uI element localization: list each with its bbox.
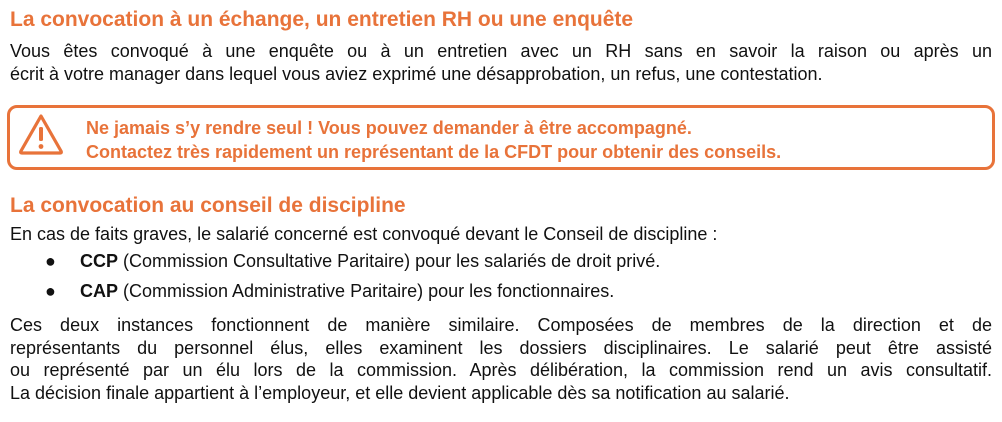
warning-line: Contactez très rapidement un représentant de la CFDT pour obtenir des conseils. xyxy=(86,142,782,162)
bullet-icon: ● xyxy=(45,251,56,271)
paragraph-line: Vous êtes convoqué à une enquête ou à un entretien avec un RH sans en savoir la raison ou après un xyxy=(10,41,992,61)
section-paragraph-conseil-discipline xyxy=(10,314,992,404)
list-item-description: (Commission Administrative Paritaire) pour les fonctionnaires. xyxy=(118,281,615,301)
paragraph-line: Ces deux instances fonctionnent de manière similaire. Composées de membres de la direction et de xyxy=(10,315,992,335)
warning-triangle-icon xyxy=(18,113,64,155)
warning-line: Ne jamais s’y rendre seul ! Vous pouvez demander à être accompagné. xyxy=(86,118,692,138)
paragraph-line: écrit à votre manager dans lequel vous aviez exprimé une désapprobation, un refus, une contestation. xyxy=(10,63,823,84)
acronym-ccp: CCP xyxy=(80,251,119,271)
section-paragraph-convocation-rh xyxy=(10,40,992,85)
paragraph-line: La décision finale appartient à l’employeur, et elle devient applicable dès sa notification au salarié. xyxy=(10,382,790,403)
section-intro xyxy=(10,223,992,246)
list-item-text xyxy=(80,276,614,306)
section-heading-convocation-rh: La convocation à un échange, un entretien RH ou une enquête xyxy=(10,8,634,31)
paragraph-line: ou représenté par un élu lors de la commission. Après délibération, la commission rend un avis consultatif. xyxy=(10,360,992,380)
intro-line: En cas de faits graves, le salarié concerné est convoqué devant le Conseil de discipline : xyxy=(10,224,718,244)
acronym-cap: CAP xyxy=(80,281,119,301)
warning-message xyxy=(86,116,781,164)
section-heading-conseil-discipline: La convocation au conseil de discipline xyxy=(10,194,406,217)
list-item-text xyxy=(80,246,660,276)
list-item-description: (Commission Consultative Paritaire) pour les salariés de droit privé. xyxy=(118,251,661,271)
bullet-icon: ● xyxy=(45,281,56,301)
warning-callout xyxy=(7,105,995,170)
paragraph-line: représentants du personnel élus, elles examinent les dossiers disciplinaires. Le salarié peut être assisté xyxy=(10,337,992,358)
